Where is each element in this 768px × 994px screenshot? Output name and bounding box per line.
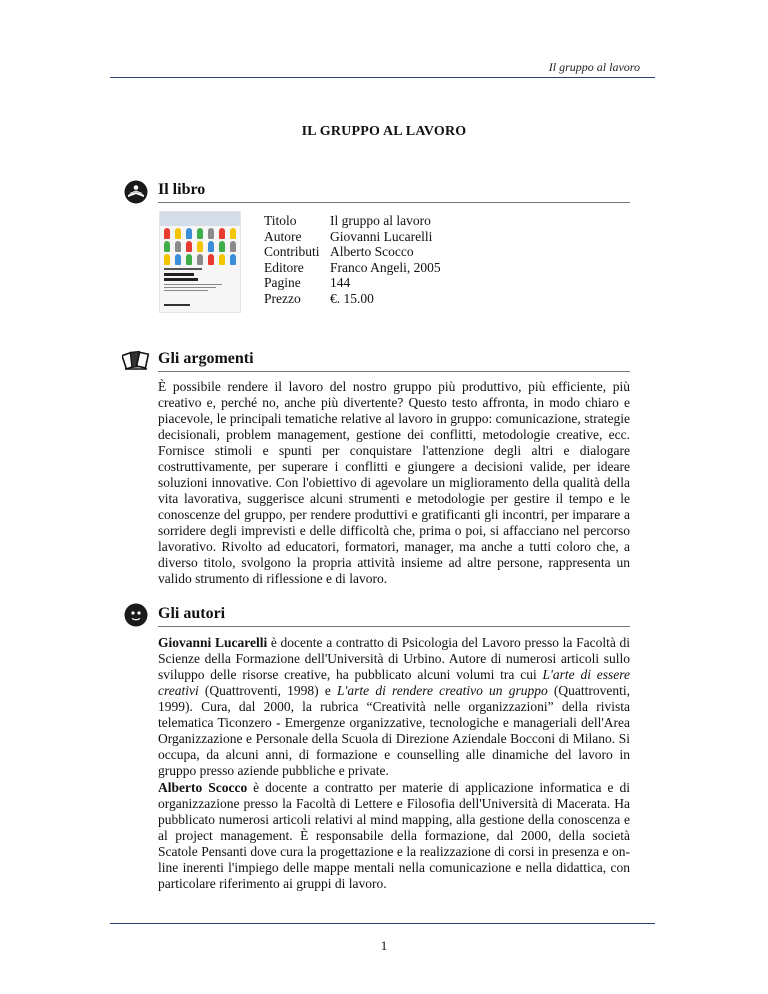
cover-author-line <box>164 268 202 270</box>
cover-figure-row <box>164 254 236 265</box>
cover-figure <box>186 241 192 252</box>
field-label: Editore <box>264 259 304 275</box>
author-name: Giovanni Lucarelli <box>158 635 268 650</box>
cover-title-line-1 <box>164 273 194 276</box>
section-heading-topics: Gli argomenti <box>158 350 630 372</box>
topics-paragraph: È possibile rendere il lavoro del nostro gruppo più produttivo, più efficiente, più creativo e, perché no, anche più divertente? Questo testo affronta, in modo chiaro e piacevole, le principali tematiche relative al lavoro in gruppo: comunicazione, strategie decisionali, problem management, gestione dei conflitti, metodologie creative, ecc. Fornisce stimoli e spunti per conquistare l'attenzione degli altri e dialogare costruttivamente, per superare i conflitti e giungere a decisioni valide, per ideare soluzioni innovative. Con l'obiettivo di agevolare un miglioramento della qualità della vita lavorativa, suggerisce alcuni strumenti e metodologie per gestire il tempo e le conoscenze del gruppo, per rendere produttivi e gratificanti gli incontri, per imparare a sorridere degli imprevisti e delle difficoltà che, prima o poi, si affacciano nel percorso lavorativo. Rivolto ad educatori, formatori, manager, ma anche a tutti coloro che, a diverso titolo, svolgono la propria attività insieme ad altre persone, rappresenta un valido strumento di riflessione e di lavoro. <box>158 379 630 586</box>
field-value: Il gruppo al lavoro <box>330 213 431 228</box>
book-field-row <box>264 244 441 260</box>
book-field-row <box>264 260 441 276</box>
cover-figure <box>219 241 225 252</box>
cover-subtitle-line-3 <box>164 290 208 291</box>
running-header: Il gruppo al lavoro <box>548 60 640 74</box>
section-heading-book: Il libro <box>158 181 630 203</box>
cover-figure <box>230 228 236 239</box>
author-bio-lucarelli <box>158 635 630 779</box>
bio-text: (Quattroventi, 1998) e <box>198 683 338 698</box>
book-field-row <box>264 291 441 307</box>
books-icon <box>122 348 150 372</box>
cover-figure <box>197 241 203 252</box>
field-label: Pagine <box>264 275 301 290</box>
book-details-table <box>264 213 441 306</box>
cover-figure <box>219 228 225 239</box>
book-title-2: L'arte di rendere creativo un gruppo <box>337 683 548 698</box>
cover-figures <box>164 228 236 267</box>
page-number: 1 <box>380 938 388 953</box>
cover-figure <box>208 241 214 252</box>
cover-figure <box>197 228 203 239</box>
cover-figure <box>186 254 192 265</box>
cover-figure-row <box>164 228 236 239</box>
cover-figure <box>164 228 170 239</box>
field-label: Autore <box>264 228 302 244</box>
cover-figure <box>219 254 225 265</box>
head-icon <box>124 603 148 627</box>
cover-figure-row <box>164 241 236 252</box>
cover-figure <box>208 254 214 265</box>
field-label: Prezzo <box>264 290 301 306</box>
cover-figure <box>164 241 170 252</box>
cover-figure <box>197 254 203 265</box>
header-rule <box>110 77 655 78</box>
field-value: Alberto Scocco <box>330 244 414 259</box>
cover-publisher-line <box>164 304 190 306</box>
field-value: Franco Angeli, 2005 <box>330 259 441 275</box>
field-value: 144 <box>330 275 351 290</box>
cover-band <box>160 212 240 226</box>
cover-figure <box>208 228 214 239</box>
book-cover <box>159 211 241 313</box>
field-label: Titolo <box>264 213 297 228</box>
field-value: €. 15.00 <box>330 290 374 306</box>
field-label: Contributi <box>264 244 320 259</box>
cover-figure <box>175 228 181 239</box>
cover-figure <box>230 254 236 265</box>
section-heading-authors: Gli autori <box>158 605 630 627</box>
book-title-1: L'arte di essere creativi <box>158 667 630 698</box>
book-field-row <box>264 229 441 245</box>
cover-figure <box>186 228 192 239</box>
bio-text: (Quattroventi, 1999). Cura, dal 2000, la rubrica “Creatività nelle organizzazioni” della rivista telematica Ticonzero - Emergenze organizzative, tecnologiche e manageriali dell'Area Organizzazione e Personale della Scuola di Direzione Aziendale Bocconi di Milano. Si occupa, da alcuni anni, di formazione e counselling alle dinamiche del lavoro in gruppo presso aziende pubbliche e private. <box>158 683 631 778</box>
book-field-row <box>264 275 441 291</box>
cover-title-line-2 <box>164 278 198 281</box>
cover-figure <box>175 241 181 252</box>
cover-figure <box>230 241 236 252</box>
book-field-row <box>264 213 441 229</box>
bio-text: è docente a contratto per materie di applicazione informatica e di organizzazione presso la Facoltà di Lettere e Filosofia dell'Università di Macerata. Ha pubblicato numerosi articoli relativi al mind mapping, alla gestione della conoscenza e al project management. È responsabile della formazione, dal 2000, della società Scatole Pensanti dove cura la progettazione e la realizzazione di corsi in presenza e on-line inerenti l'impiego delle mappe mentali nella comunicazione e nella didattica, con particolare riferimento ai gruppi di lavoro. <box>158 780 630 891</box>
cover-figure <box>175 254 181 265</box>
cover-subtitle-line-2 <box>164 287 216 288</box>
author-bio-scocco <box>158 780 630 892</box>
author-name: Alberto Scocco <box>158 780 248 795</box>
document-title: IL GRUPPO AL LAVORO <box>301 124 467 139</box>
cover-subtitle-line-1 <box>164 284 222 285</box>
book-reading-icon <box>124 180 148 204</box>
bio-text: è docente a contratto di Psicologia del Lavoro presso la Facoltà di Scienze della Formazione dell'Università di Urbino. Autore di numerosi articoli sullo sviluppo delle risorse creative, ha pubblicato alcuni volumi tra cui <box>158 635 630 682</box>
field-value: Giovanni Lucarelli <box>330 228 433 244</box>
cover-figure <box>164 254 170 265</box>
footer-rule <box>110 923 655 924</box>
